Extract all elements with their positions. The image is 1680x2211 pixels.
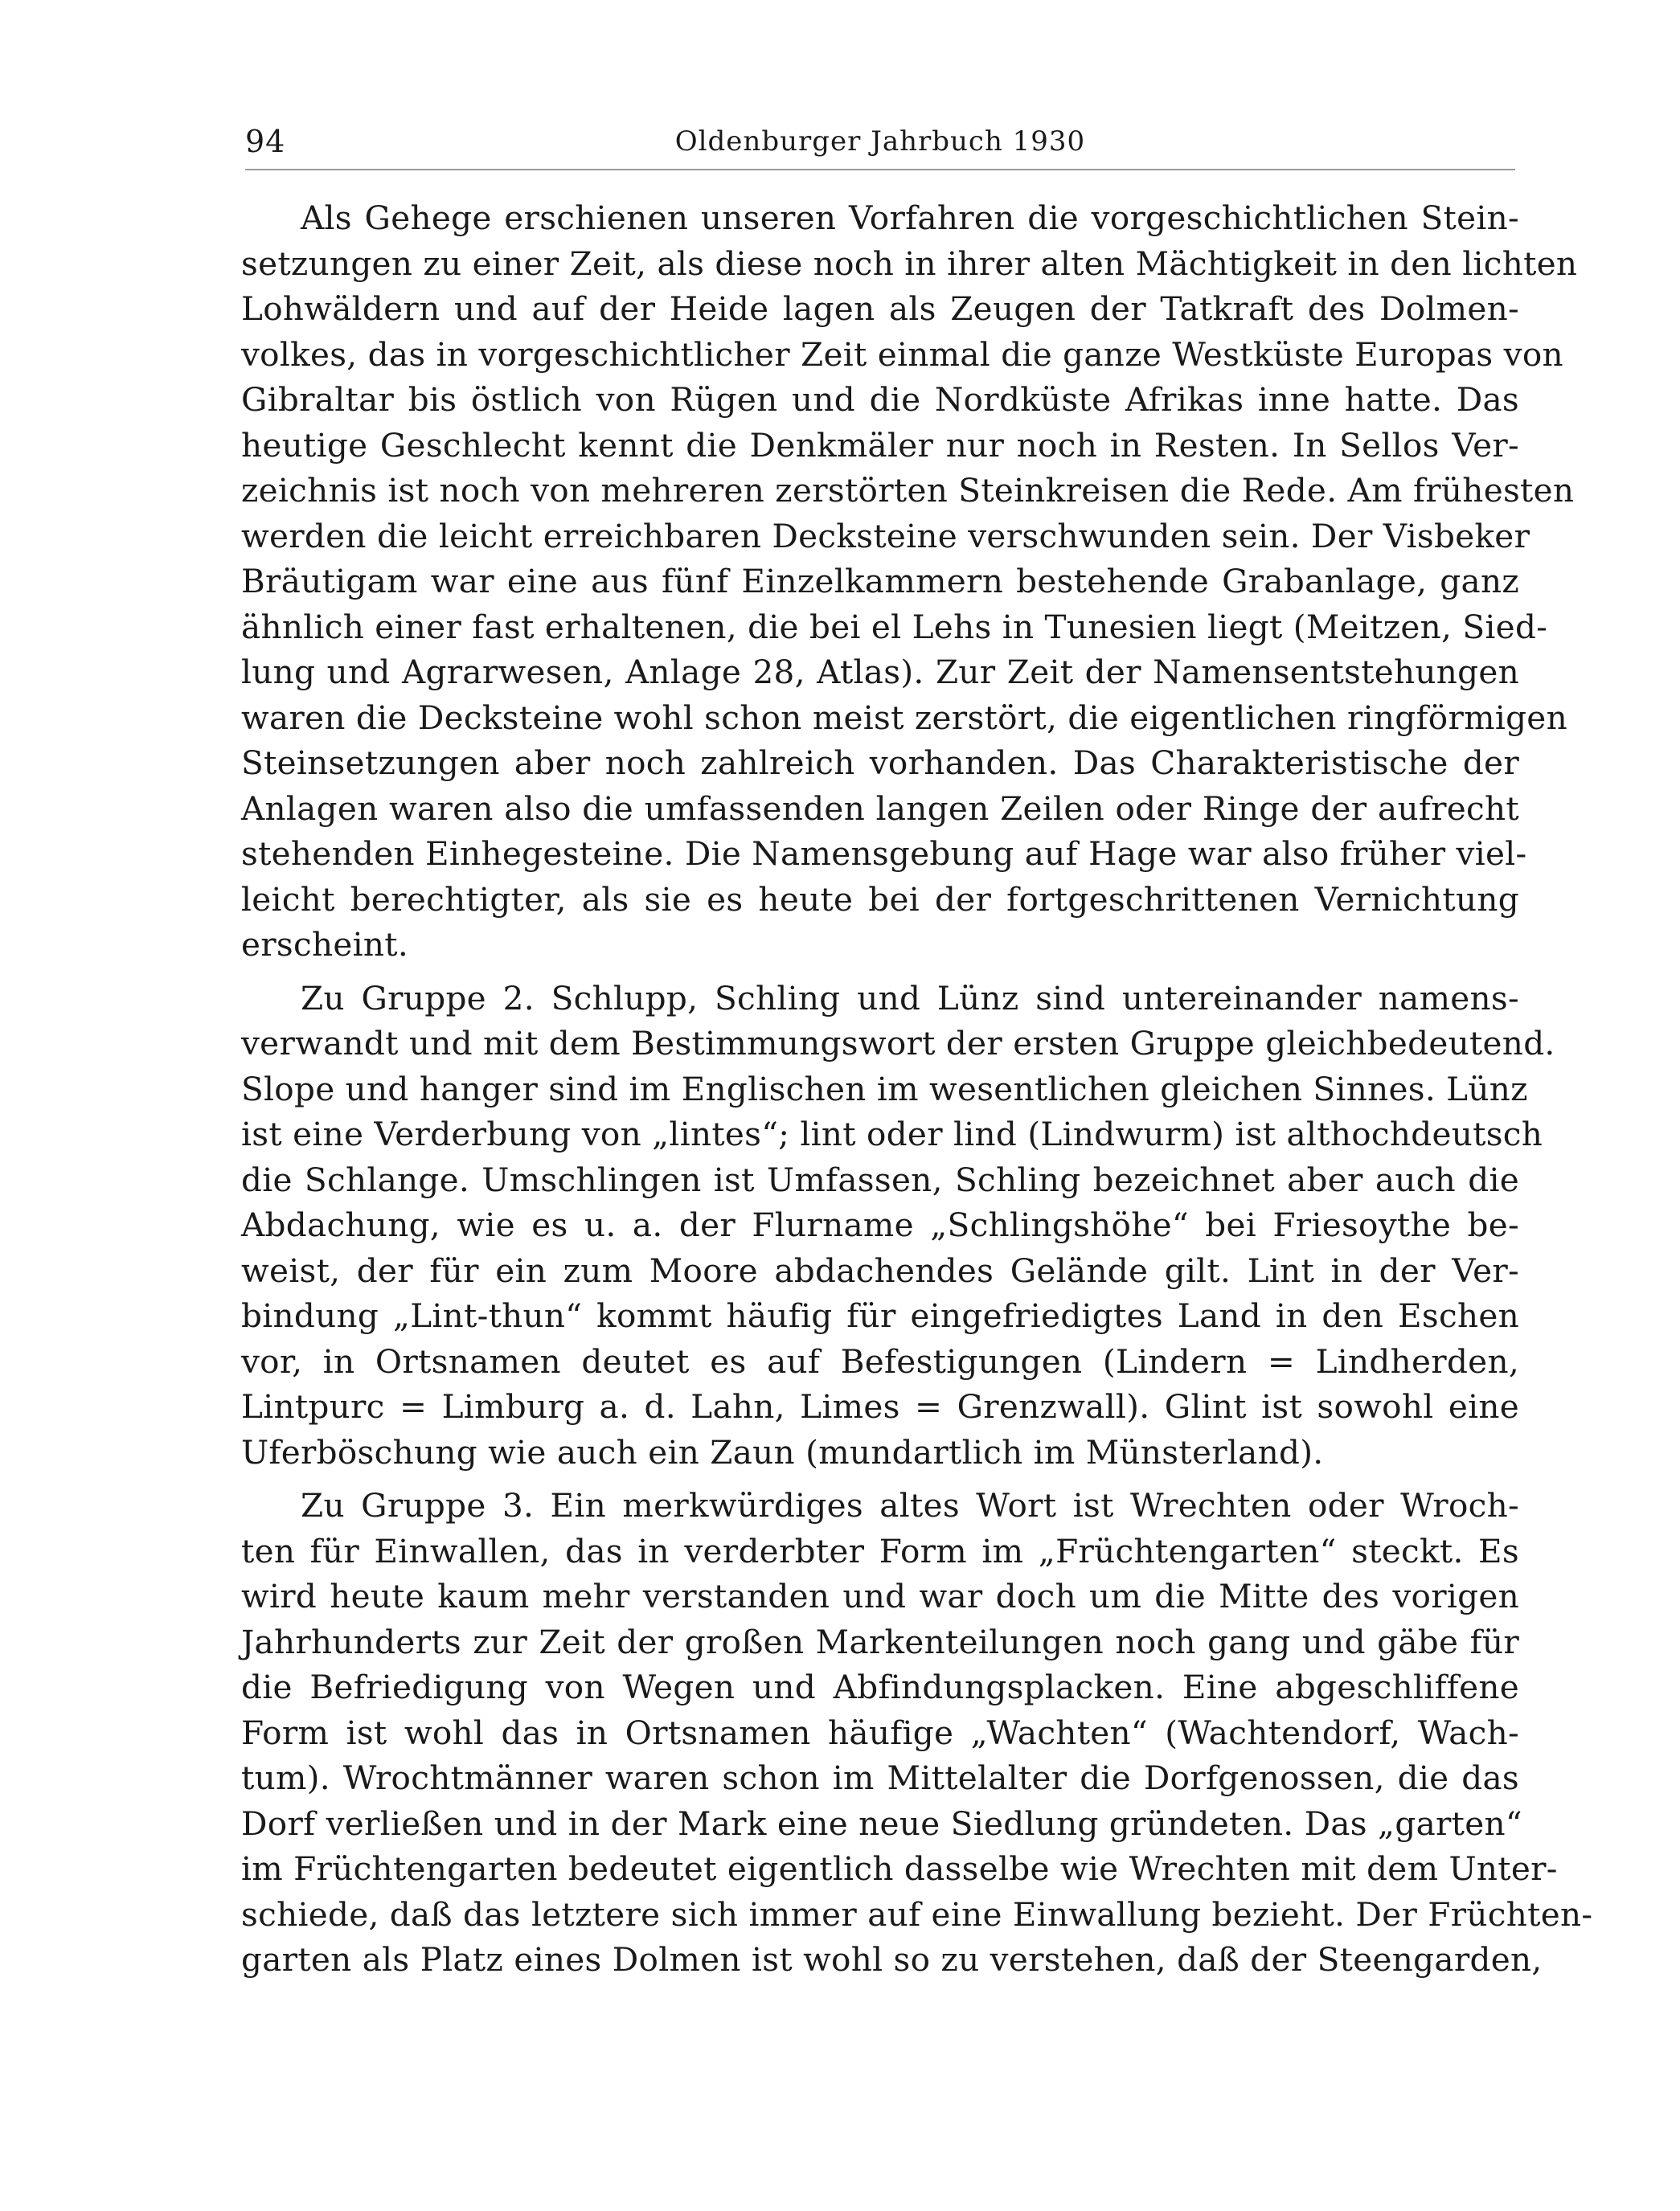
text-line: Zu Gruppe 3. Ein merkwürdiges altes Wort ist Wrechten oder Wroch- [301, 1486, 1519, 1525]
text-line: bindung „Lint-thun“ kommt häufig für eingefriedigtes Land in den Eschen [241, 1296, 1519, 1335]
text-line: ten für Einwallen, das in verderbter Form im „Früchtengarten“ steckt. Es [241, 1531, 1519, 1570]
paragraph [241, 1483, 1593, 1983]
paragraph [241, 976, 1555, 1476]
text-line: setzungen zu einer Zeit, als diese noch in ihrer alten Mächtigkeit in den lichten [241, 244, 1578, 283]
text-line: weist, der für ein zum Moore abdachendes Gelände gilt. Lint in der Ver- [241, 1251, 1519, 1290]
text-line: volkes, das in vorgeschichtlicher Zeit einmal die ganze Westküste Europas von [241, 334, 1563, 374]
text-line: heutige Geschlecht kennt die Denkmäler nur noch in Resten. In Sellos Ver- [241, 425, 1519, 465]
text-line: Steinsetzungen aber noch zahlreich vorhanden. Das Charakteristische der [241, 743, 1519, 782]
text-line: Slope und hanger sind im Englischen im wesentlichen gleichen Sinnes. Lünz [241, 1069, 1528, 1108]
text-line: Lintpurc = Limburg a. d. Lahn, Limes = Grenzwall). Glint ist sowohl eine [241, 1387, 1519, 1426]
text-line: werden die leicht erreichbaren Decksteine verschwunden sein. Der Visbeker [241, 516, 1530, 555]
text-line: Abdachung, wie es u. a. der Flurname „Schlingshöhe“ bei Friesoythe be- [241, 1206, 1519, 1244]
text-line: Form ist wohl das in Ortsnamen häufige „Wachten“ (Wachtendorf, Wach- [241, 1713, 1519, 1752]
text-line: Als Gehege erschienen unseren Vorfahren die vorgeschichtlichen Stein- [301, 199, 1519, 237]
text-line: garten als Platz eines Dolmen ist wohl so zu verstehen, daß der Steengarden, [241, 1940, 1543, 1979]
text-line: ist eine Verderbung von „lintes“; lint oder lind (Lindwurm) ist althochdeutsch [241, 1115, 1543, 1153]
page-number: 94 [245, 124, 286, 159]
text-line: Gibraltar bis östlich von Rügen und die Nordküste Afrikas inne hatte. Das [241, 380, 1519, 419]
page-header [245, 121, 1515, 169]
text-line: zeichnis ist noch von mehreren zerstörten Steinkreisen die Rede. Am frühesten [241, 471, 1575, 510]
text-line: die Schlange. Umschlingen ist Umfassen, Schling bezeichnet aber auch die [241, 1160, 1519, 1199]
text-line: Zu Gruppe 2. Schlupp, Schling und Lünz sind untereinander namens- [301, 978, 1519, 1017]
header-rule [245, 169, 1515, 170]
text-line: die Befriedigung von Wegen und Abfindungsplacken. Eine abgeschliffene [241, 1668, 1519, 1706]
text-line: schiede, daß das letztere sich immer auf eine Einwallung bezieht. Der Früchten- [241, 1894, 1593, 1934]
text-line: Uferböschung wie auch ein Zaun (mundartlich im Münsterland). [241, 1432, 1324, 1472]
text-line: Jahrhunderts zur Zeit der großen Markenteilungen noch gang und gäbe für [241, 1622, 1519, 1661]
text-line: waren die Decksteine wohl schon meist zerstört, die eigentlichen ringförmigen [241, 698, 1567, 737]
text-line: Lohwäldern und auf der Heide lagen als Zeugen der Tatkraft des Dolmen- [241, 289, 1519, 328]
text-line: lung und Agrarwesen, Anlage 28, Atlas). Zur Zeit der Namensentstehungen [241, 653, 1519, 691]
text-line: verwandt und mit dem Bestimmungswort der ersten Gruppe gleichbedeutend. [241, 1024, 1555, 1063]
text-line: leicht berechtigter, als sie es heute bei der fortgeschrittenen Vernichtung [241, 879, 1519, 919]
text-line: im Früchtengarten bedeutet eigentlich dasselbe wie Wrechten mit dem Unter- [241, 1849, 1558, 1888]
body-text [241, 195, 1593, 1991]
text-line: Anlagen waren also die umfassenden langen Zeilen oder Ringe der aufrecht [241, 788, 1519, 828]
text-line: erscheint. [241, 925, 409, 964]
text-line: stehenden Einhegesteine. Die Namensgebung auf Hage war also früher viel- [241, 834, 1527, 873]
text-line: wird heute kaum mehr verstanden und war doch um die Mitte des vorigen [241, 1577, 1519, 1615]
text-line: tum). Wrochtmänner waren schon im Mittelalter die Dorfgenossen, die das [241, 1759, 1519, 1797]
text-line: vor, in Ortsnamen deutet es auf Befestigungen (Lindern = Lindherden, [241, 1341, 1519, 1381]
text-line: ähnlich einer fast erhaltenen, die bei el Lehs in Tunesien liegt (Meitzen, Sied- [241, 607, 1548, 646]
text-line: Bräutigam war eine aus fünf Einzelkammern bestehende Grabanlage, ganz [241, 562, 1519, 600]
paragraph [241, 195, 1578, 968]
running-title: Oldenburger Jahrbuch 1930 [674, 125, 1086, 158]
text-line: Dorf verließen und in der Mark eine neue Siedlung gründeten. Das „garten“ [241, 1804, 1522, 1843]
